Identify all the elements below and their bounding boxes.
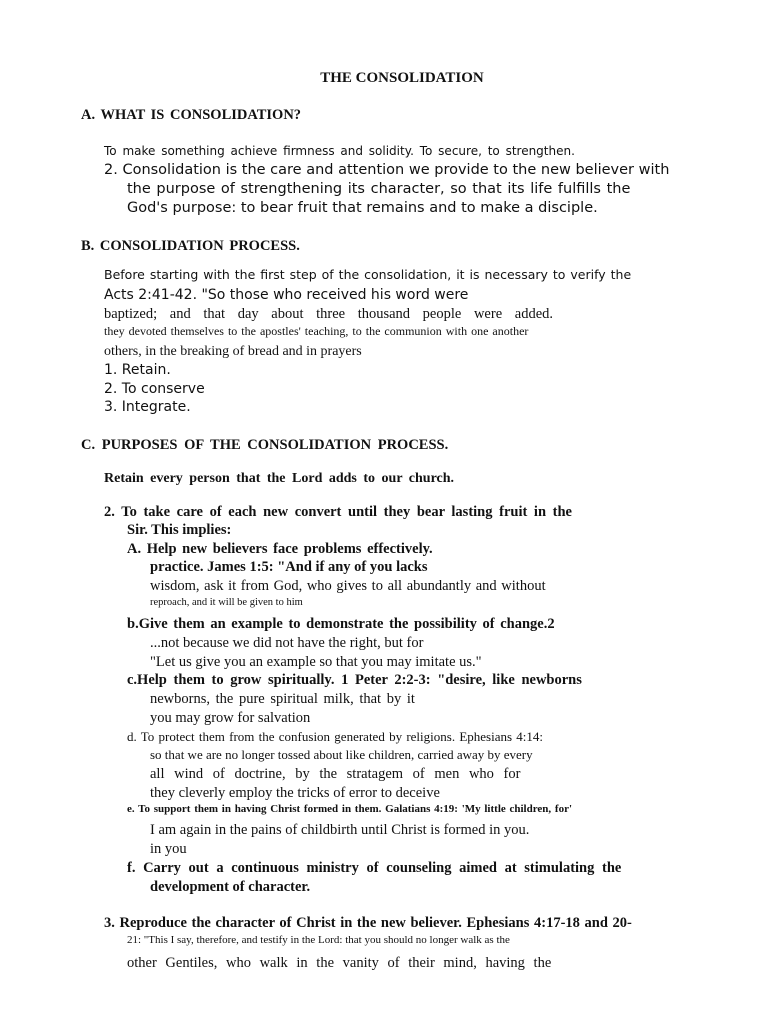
- section-c-item3-line1: 3. Reproduce the character of Christ in the new believer. Ephesians 4:17-18 and 20-: [104, 915, 632, 931]
- sub-item-f-line2: development of character.: [150, 879, 311, 895]
- text-run: 2. Consolidation is the care and attention we provide to the new believer with: [104, 162, 670, 178]
- section-c-retain: Retain every person that the Lord adds to our church.: [104, 471, 455, 486]
- sub-item-b-line1: ...not because we did not have the right, but for: [150, 635, 424, 651]
- sub-item-e-heading: e. To support them in having Christ formed in them. Galatians 4:19: 'My little children, for': [127, 803, 573, 815]
- section-b-devoted-line: they devoted themselves to the apostles' teaching, to the communion with one another: [104, 324, 529, 338]
- sub-item-d-line1: so that we are no longer tossed about like children, carried away by every: [150, 747, 533, 762]
- sub-item-f-line1: f. Carry out a continuous ministry of counseling aimed at stimulating the: [127, 860, 622, 876]
- section-b-intro: Before starting with the first step of the consolidation, it is necessary to verify the: [104, 267, 632, 282]
- sub-item-c-line1: newborns, the pure spiritual milk, that by it: [150, 691, 415, 707]
- sub-item-a-line1: practice. James 1:5: "And if any of you lacks: [150, 559, 428, 575]
- sub-item-c-heading: c.Help them to grow spiritually. 1 Peter 2:2-3: "desire, like newborns: [127, 672, 582, 688]
- sub-item-e-line2: in you: [150, 841, 187, 857]
- section-c-item3-line2: 21: "This I say, therefore, and testify in the Lord: that you should no longer walk as the: [127, 934, 510, 946]
- list-item-retain: 1. Retain.: [104, 362, 171, 378]
- list-item-integrate: 3. Integrate.: [104, 399, 191, 415]
- list-item-conserve: 2. To conserve: [104, 381, 205, 397]
- sub-item-d-heading: d. To protect them from the confusion generated by religions. Ephesians 4:14:: [127, 729, 544, 744]
- sub-item-d-line2: all wind of doctrine, by the stratagem of men who for: [150, 766, 521, 782]
- sub-item-a-line2: wisdom, ask it from God, who gives to all abundantly and without: [150, 578, 546, 594]
- sub-item-a-heading: A. Help new believers face problems effectively.: [127, 541, 433, 557]
- sub-item-a-line3: reproach, and it will be given to him: [150, 597, 303, 608]
- section-b-heading: B. CONSOLIDATION PROCESS.: [81, 238, 300, 254]
- sub-item-b-heading: b.Give them an example to demonstrate the possibility of change.2: [127, 616, 555, 632]
- section-b-baptized-line: baptized; and that day about three thousand people were added.: [104, 306, 554, 322]
- page-title: THE CONSOLIDATION: [320, 70, 484, 86]
- section-b-acts-quote: Acts 2:41-42. "So those who received his word were: [104, 287, 469, 303]
- section-b-others-line: others, in the breaking of bread and in prayers: [104, 344, 362, 359]
- section-a-definition: To make something achieve firmness and solidity. To secure, to strengthen.: [104, 144, 575, 158]
- sub-item-e-line1: I am again in the pains of childbirth until Christ is formed in you.: [150, 822, 530, 838]
- section-c-heading: C. PURPOSES OF THE CONSOLIDATION PROCESS.: [81, 437, 449, 453]
- sub-item-d-line3: they cleverly employ the tricks of error to deceive: [150, 785, 440, 801]
- section-c-item2-line1: 2. To take care of each new convert until they bear lasting fruit in the: [104, 504, 572, 520]
- section-a-item2-line3: God's purpose: to bear fruit that remains and to make a disciple.: [127, 200, 598, 216]
- sub-item-c-line2: you may grow for salvation: [150, 710, 311, 726]
- section-a-item2-line1: [104, 163, 703, 178]
- section-a-item2-line2: the purpose of strengthening its character, so that its life fulfills the: [127, 181, 631, 197]
- section-c-item3-line3: other Gentiles, who walk in the vanity of their mind, having the: [127, 955, 552, 971]
- section-a-heading: A. WHAT IS CONSOLIDATION?: [81, 107, 302, 123]
- sub-item-b-line2: "Let us give you an example so that you may imitate us.": [150, 654, 482, 670]
- section-c-item2-line2: Sir. This implies:: [127, 522, 232, 538]
